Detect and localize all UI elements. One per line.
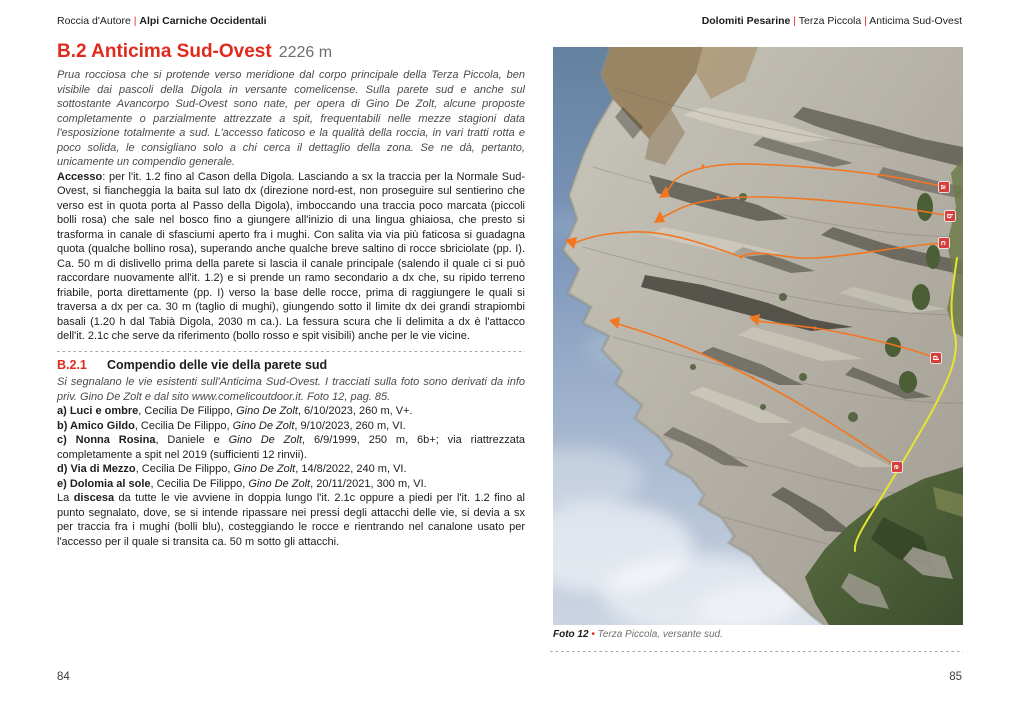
page-number-left: 84 bbox=[57, 671, 70, 683]
route-item-name: e) Dolomia al sole bbox=[57, 477, 151, 490]
svg-text:e: e bbox=[892, 464, 902, 470]
section-heading bbox=[57, 358, 525, 373]
route-item-author: Gino De Zolt bbox=[236, 405, 298, 417]
running-header-right: Dolomiti Pesarine | Terza Piccola | Anticima Sud-Ovest bbox=[701, 15, 962, 27]
route-item-details: , 6/10/2023, 260 m, V+. bbox=[297, 405, 413, 417]
photo-terza-piccola bbox=[553, 47, 963, 625]
route-item-openers: , Cecilia De Filippo, bbox=[150, 477, 249, 490]
route-marker-a bbox=[939, 182, 950, 193]
route-title-code-name: B.2 Anticima Sud-Ovest bbox=[57, 41, 272, 62]
route-item-author: Gino De Zolt bbox=[233, 463, 296, 475]
route-item-openers: , Cecilia De Filippo, bbox=[138, 405, 237, 417]
route-item-details: , 6/9/1999, 250 m, 6b+; via riattrezzata completamente a spit nel 2019 (sufficienti 12 rinvii). bbox=[57, 434, 525, 461]
svg-text:b: b bbox=[945, 213, 955, 219]
route-item-openers: , Cecilia De Filippo, bbox=[135, 463, 234, 475]
descent-paragraph: La discesa da tutte le vie avviene in doppia lungo l'it. 2.1c oppure a piedi per l'it. 1.2 fino al punto segnalato, dove, se si intende ripassare nei pressi degli attacchi delle vie, si devia a sx per traccia fra i mughi (bolli blu), costeggiando le rocce e rientrando nel canalone usato per l'accesso per il quale si transita ca. 50 m sotto gli attacchi. bbox=[57, 492, 525, 548]
route-marker-e bbox=[892, 462, 903, 473]
route-title-altitude: 2226 m bbox=[278, 44, 333, 61]
route-item-details: , 20/11/2021, 300 m, VI. bbox=[310, 477, 427, 490]
route-item-openers: , Daniele e bbox=[155, 434, 229, 446]
running-header-left: Roccia d'Autore | Alpi Carniche Occidentali bbox=[57, 15, 267, 27]
route-item-e bbox=[57, 477, 525, 492]
route-marker-d bbox=[931, 353, 942, 364]
left-column bbox=[57, 68, 525, 549]
photo-caption: Foto 12 • Terza Piccola, versante sud. bbox=[553, 629, 723, 640]
section-code: B.2.1 bbox=[57, 357, 87, 372]
section-intro: Si segnalano le vie esistenti sull'Anticima Sud-Ovest. I tracciati sulla foto sono derivati da info priv. Gino De Zolt e dal sito www.comelicoutdoor.it. Foto 12, pag. 85. bbox=[57, 376, 525, 403]
route-list bbox=[57, 404, 525, 491]
route-item-details: , 9/10/2023, 260 m, VI. bbox=[294, 419, 406, 432]
page-number-right: 85 bbox=[949, 671, 962, 683]
route-item-a bbox=[57, 404, 525, 419]
route-item-author: Gino De Zolt bbox=[248, 477, 311, 490]
route-item-name: a) Luci e ombre bbox=[57, 405, 139, 417]
route-item-details: , 14/8/2022, 240 m, VI. bbox=[295, 463, 407, 475]
dashed-separator-left bbox=[57, 351, 525, 352]
route-item-name: b) Amico Gildo bbox=[57, 419, 135, 432]
dashed-separator-right bbox=[550, 651, 963, 652]
svg-text:c: c bbox=[939, 240, 949, 246]
access-paragraph: Accesso: per l'it. 1.2 fino al Cason della Digola. Lasciando a sx la traccia per la Normale Sud-Ovest, si fiancheggia la baita sul lato dx (direzione nord-est, non proseguire sul sentierino che verso est in quota porta al Passo della Digola), imboccando una traccia poco marcata (piccoli bolli rosa) che sale nel bosco fino a giungere all'inizio di una lingua ghiaiosa, che presto si trasforma in canale di sfasciumi aperto fra i mughi. Con salita via via più faticosa si guadagna quota (qualche bollino rosa), superando anche qualche breve saltino di rocce sbriciolate (pp. I). Ca. 50 m di dislivello prima della parete si lascia il canale principale (salendo il quale ci si può raccordare nuovamente all'it. 1.2) e si prende un ramo secondario a dx che, su ripido terreno friabile, porta direttamente (pp. I) verso la base delle rocce, prima di raggiungere le quali si traversa a dx per ca. 30 m (taglio di mughi), giungendo sotto il limite dx dei grandi strapiombi basali (1.20 h dal Tabià Digola, 2030 m ca.). La fessura scura che li delimita a dx è l'attacco dell'it. 2.1c che serve da riferimento (bollo rosso e spit visibili) anche per le vie vicine. bbox=[57, 170, 525, 342]
route-item-c bbox=[57, 433, 525, 462]
intro-paragraph: Prua rocciosa che si protende verso meridione dal corpo principale della Terza Piccola, ben visibile dai pascoli della Digola in versante comelicense. Sulla parete sud e anche sul sottostante Avancorpo Sud-Ovest sono nate, per opera di Gino De Zolt, alcune proposte completamente o parzialmente attrezzate a spit, frequentabili nelle mezze stagioni data l'esposizione totalmente a sud. L'accesso faticoso e la qualità della roccia, in vari tratti rotta e poco solida, le consigliano solo a chi cerca il dettaglio della zona. Se ne dà, pertanto, unicamente un compendio generale. bbox=[57, 69, 525, 168]
route-item-name: d) Via di Mezzo bbox=[57, 463, 136, 475]
route-item-author: Gino De Zolt bbox=[228, 434, 302, 446]
svg-text:a: a bbox=[939, 184, 949, 190]
route-item-name: c) Nonna Rosina bbox=[57, 434, 156, 446]
svg-text:d: d bbox=[931, 355, 941, 361]
route-item-openers: , Cecilia De Filippo, bbox=[134, 419, 233, 432]
route-item-author: Gino De Zolt bbox=[232, 419, 295, 432]
route-marker-b bbox=[945, 211, 956, 222]
route-item-d bbox=[57, 462, 525, 477]
route-marker-c bbox=[939, 238, 950, 249]
route-title bbox=[57, 41, 332, 63]
photo-canvas bbox=[553, 47, 963, 625]
route-item-b bbox=[57, 419, 525, 434]
section-title: Compendio delle vie della parete sud bbox=[107, 357, 328, 372]
